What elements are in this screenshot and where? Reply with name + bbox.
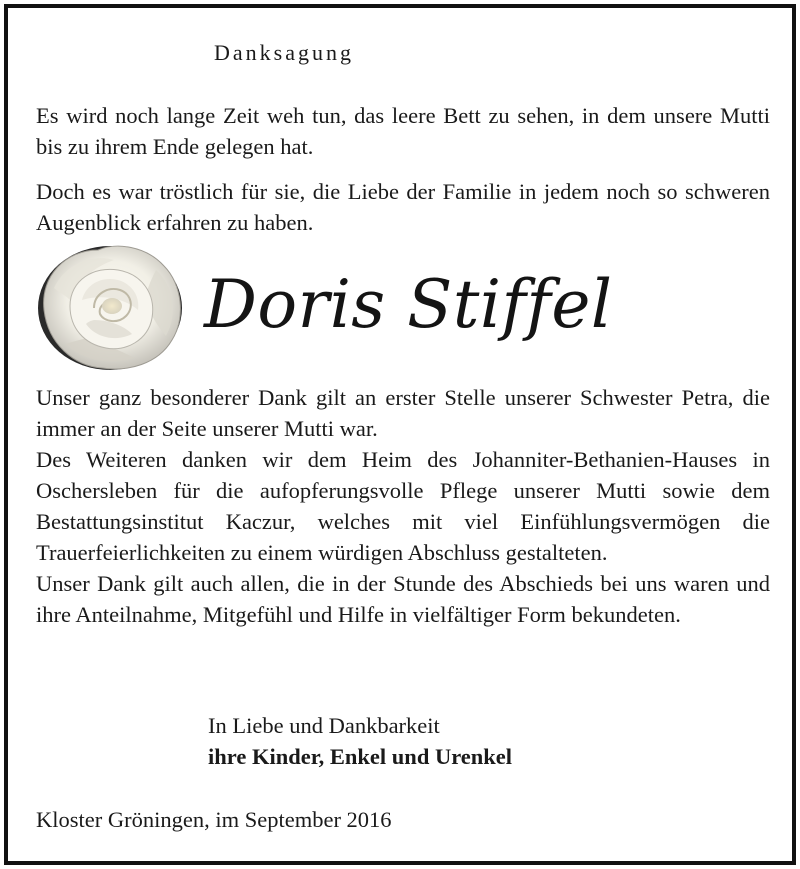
notice-content xyxy=(36,8,768,861)
intro-paragraph-2: Doch es war tröstlich für sie, die Liebe der Familie in jedem noch so schweren Augenblick erfahren zu haben. xyxy=(36,179,770,235)
closing-block xyxy=(208,710,512,772)
thanks-paragraph: Unser Dank gilt auch allen, die in der Stunde des Abschieds bei uns waren und ihre Anteilnahme, Mitgefühl und Hilfe in vielfältiger Form bekundeten. xyxy=(36,571,770,627)
white-rose-icon xyxy=(36,240,186,372)
signature: ihre Kinder, Enkel und Urenkel xyxy=(208,744,513,769)
thanks-section xyxy=(36,382,770,630)
name-row xyxy=(36,240,770,378)
obituary-notice xyxy=(4,4,796,865)
intro-paragraph-1: Es wird noch lange Zeit weh tun, das leere Bett zu sehen, in dem unsere Mutti bis zu ihrem Ende gelegen hat. xyxy=(36,103,770,159)
thanks-paragraph: Unser ganz besonderer Dank gilt an erster Stelle unserer Schwester Petra, die immer an der Seite unserer Mutti war. xyxy=(36,385,770,441)
closing-line: In Liebe und Dankbarkeit xyxy=(208,713,440,738)
thanks-paragraph: Des Weiteren danken wir dem Heim des Johanniter-Bethanien-Hauses in Oschersleben für die aufopferungsvolle Pflege unserer Mutti sowie dem Bestattungsinstitut Kaczur, welches mit viel Einfühlungsvermögen die Trauerfeierlichkeiten zu einem würdigen Abschluss gestalteten. xyxy=(36,447,770,565)
notice-heading: Danksagung xyxy=(214,40,354,65)
deceased-name: Doris Stiffel xyxy=(204,266,613,343)
place-and-date: Kloster Gröningen, im September 2016 xyxy=(36,807,392,832)
